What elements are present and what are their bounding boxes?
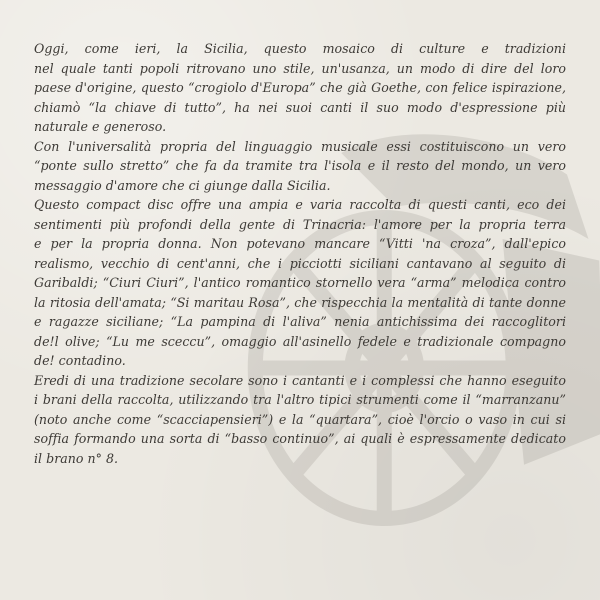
text-line: Garibaldi; “Ciuri Ciuri”, l'antico romantico stornello vera “arma” melodica contro	[34, 275, 566, 290]
text-line: la ritosia dell'amata; “Si maritau Rosa”, che rispecchia la mentalità di tante donne	[34, 294, 566, 310]
text-line: i brani della raccolta, utilizzando tra l'altro tipici strumenti come il “marranzanu”	[34, 392, 566, 407]
text-line: il brano n° 8.	[34, 450, 119, 466]
text-line: Eredi di una tradizione secolare sono i cantanti e i complessi che hanno eseguito	[34, 372, 566, 388]
text-line: “ponte sullo stretto” che fa da tramite tra l'isola e il resto del mondo, un vero	[34, 158, 566, 173]
text-line: Con l'universalità propria del linguaggio musicale essi costituiscono un vero	[34, 138, 566, 154]
text-line: chiamò “la chiave di tutto”, ha nei suoi canti il suo modo d'espressione più	[34, 99, 566, 115]
text-line: realismo, vecchio di cent'anni, che i picciotti siciliani cantavano al seguito di	[34, 255, 566, 271]
text-line: Questo compact disc offre una ampia e varia raccolta di questi canti, eco dei	[34, 197, 566, 212]
text-line: naturale e generoso.	[34, 119, 167, 134]
text-line: de! contadino.	[34, 353, 126, 368]
liner-notes-text	[34, 39, 566, 468]
text-line: paese d'origine, questo “crogiolo d'Europa” che già Goethe, con felice ispirazione,	[34, 80, 566, 95]
text-line: e per la propria donna. Non potevano mancare “Vitti 'na croza”, dall'epico	[34, 236, 566, 251]
text-line: sentimenti più profondi della gente di Trinacria: l'amore per la propria terra	[34, 216, 566, 232]
text-line: e ragazze siciliane; “La pampina di l'aliva” nenia antichissima dei raccoglitori	[34, 314, 566, 329]
text-line: de!l olive; “Lu me sceccu”, omaggio all'asinello fedele e tradizionale compagno	[34, 333, 566, 349]
text-line: soffia formando una sorta di “basso continuo”, ai quali è espressamente dedicato	[34, 431, 566, 446]
text-line: (noto anche come “scacciapensieri”) e la “quartara”, cioè l'orcio o vaso in cui si	[34, 411, 566, 427]
text-line: Oggi, come ieri, la Sicilia, questo mosaico di culture e tradizioni	[34, 41, 566, 56]
text-line: messaggio d'amore che ci giunge dalla Sicilia.	[34, 177, 331, 193]
text-line: nel quale tanti popoli ritrovano uno stile, un'usanza, un modo di dire del loro	[34, 60, 566, 76]
